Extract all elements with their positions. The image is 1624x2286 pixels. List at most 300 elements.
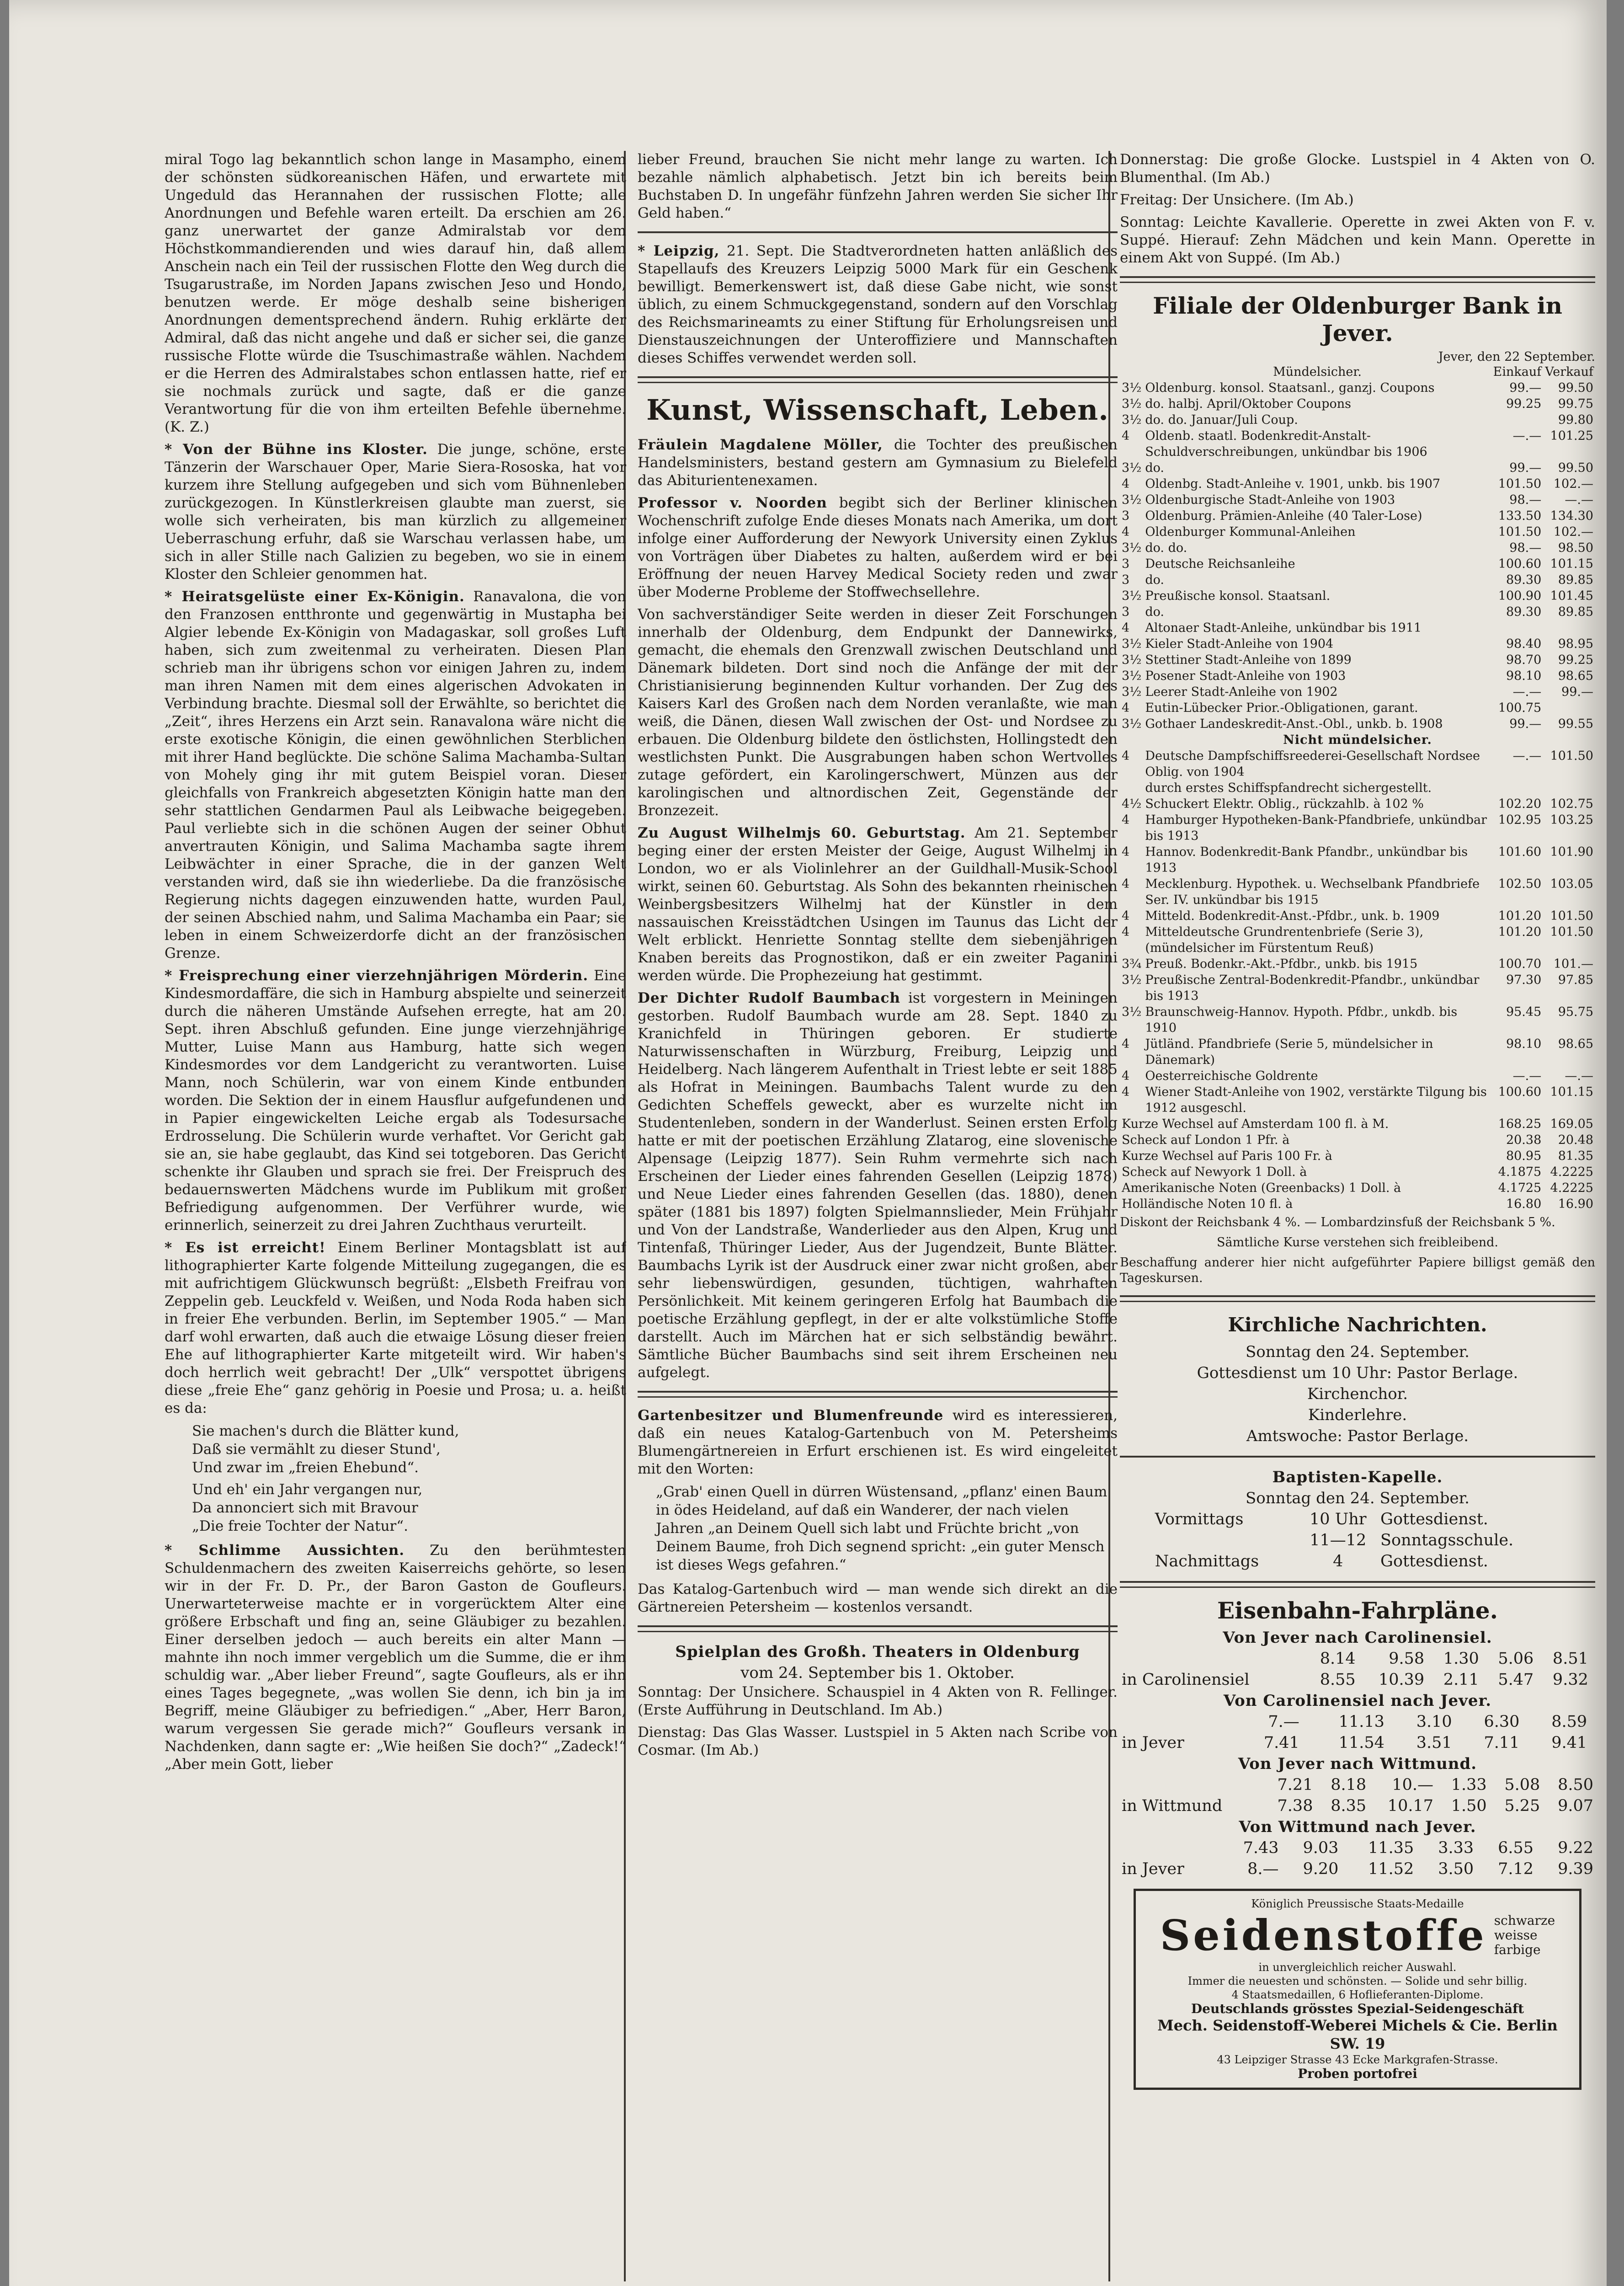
article-body: Einem Berliner Montagsblatt ist auf lithographierter Karte folgende Mitteilung zugegangen, die es mit aufrichtigem Glückwunsch begrüßt: „Elsbeth Freifrau von Zeppelin geb. Leuckfeld v. Weißen, und Noda Roda haben sich in freier Ehe verbunden. Berlin, im September 1905.“ — Man darf wohl erwarten, daß auch die etwaige Lösung dieser freien Ehe auf lithographierter Karte mitgeteilt wird. Wir haben's doch herrlich weit gebracht! Der „Ulk“ verspottet übrigens diese „freie Ehe“ ganz gehörig in Poesie und Prosa; u. a. heißt es da: — [165, 1239, 626, 1416]
article-body: Ranavalona, die von den Franzosen entthronte und gegenwärtig in Mustapha bei Algier lebende Ex-Königin von Madagaskar, soll großes Luft haben, sich zum zweitenmal zu verheiraten. Diesen Plan schrieb man ihr übrigens schon vor einigen Jahren zu, indem man ihren Namen mit dem eines algerischen Advokaten in Verbindung brachte. Diesmal soll der Erwählte, so berichtet die „Zeit“, ihres Herzens ein Arzt sein. Ranavalona wäre nicht die erste exotische Königin, die einen gewöhnlichen Sterblichen mit ihrer Hand beglückte. Die schöne Salima Machamba-Sultan von Mohely ging ihr mit gutem Beispiel voran. Dieser gleichfalls von Frankreich abgesetzten Königin hatte man den sehr stattlichen Gendarmen Paul als Leibwache beigegeben. Paul verliebte sich in die schönen Augen der seiner Obhut anvertrauten Königin, und Salima Machamba sagte ihrem Leibwächter in einer Sprache, die in der ganzen Welt verstanden wird, daß sie ihn wiederliebe. Da die französische Regierung nichts dagegen einzuwenden hatte, wurden Paul, der seinen Abschied nahm, und Salima Machamba ein Paar; sie leben in einem Schweizerdorfe dicht an der französischen Grenze. — [165, 588, 626, 961]
time-cell: 7.12 — [1498, 1860, 1534, 1878]
rate-cell: 3½ — [1122, 637, 1142, 651]
sell-cell: 4.2225 — [1550, 1181, 1593, 1195]
rate-cell: 4 — [1122, 1037, 1130, 1051]
sell-cell: 89.85 — [1558, 605, 1593, 619]
table-row — [1120, 428, 1595, 460]
divider — [1120, 276, 1595, 283]
sell-cell: 102.— — [1553, 477, 1593, 491]
column-2 — [638, 151, 1118, 2277]
table-row — [1120, 1774, 1595, 1795]
table-row — [1120, 524, 1595, 540]
buy-cell: 99.— — [1509, 461, 1542, 475]
divider — [638, 1391, 1118, 1398]
article-body: Zu den berühmtesten Schuldenmachern des zweiten Kaiserreichs gehörte, so lesen wir in der Fr. D. Pr., der Baron Gaston de Goufleurs. Unerwarteterweise machte er in vorgerücktem Alter eine größere Erbschaft und fing an, seine Gläubiger zu bezahlen. Einer derselben jedoch — auch bereits ein alter Mann — mahnte ihn noch immer vergeblich um die Summe, die er ihm schuldig war. „Aber lieber Freund“, sagte Goufleurs, als er ihn eines Tages begegnete, „was wollen Sie denn, ich bin ja im Begriff, meine Gläubiger zu befriedigen.“ „Aber, Herr Baron, warum vergessen Sie gerade mich?“ Goufleurs versank in Nachdenken, dann sagte er: „Wie heißen Sie doch?“ „Zadeck!“ „Aber mein Gott, lieber — [165, 1542, 626, 1773]
table-row — [1120, 1084, 1595, 1116]
security-cell: Hamburger Hypotheken-Bank-Pfandbriefe, unkündbar bis 1913 — [1145, 813, 1487, 843]
schedule-entry: Donnerstag: Die große Glocke. Lustspiel in 4 Akten von O. Blumenthal. (Im Ab.) — [1120, 151, 1595, 186]
article-paragraph: miral Togo lag bekanntlich schon lange in Masampho, einem der schönsten südkoreanischen Häfen, und erwartete mit Ungeduld das Herannahen der russischen Flotte; alle Anordnungen und Befehle waren erteilt. Da erschien am 26. ganz unerwartet der ganze Admiralstab vor dem Höchstkommandierenden und wies darauf hin, daß allem Anschein nach ein Teil der russischen Flotte den Weg durch die Tsugarustraße, im Norden Japans zwischen Jeso und Hondo, benutzen werde. Er möge deshalb seine bisherigen Anordnungen dementsprechend ändern. Ruhig erklärte der Admiral, daß das nicht angehe und daß er sicher sei, die ganze russische Flotte würde die Tsuschimastraße wählen. Nachdem er die Herren des Admiralstabes schon entlassen hatte, rief er sie nochmals zurück und sagte, daß er die ganze Verantwortung für die von ihm erteilten Befehle übernehme. (K. Z.) — [165, 151, 626, 435]
rate-cell: 3½ — [1122, 1005, 1142, 1019]
sell-cell — [1543, 780, 1595, 796]
security-cell: Gothaer Landeskredit-Anst.-Obl., unkb. b. 1908 — [1145, 717, 1443, 731]
buy-cell: 98.— — [1509, 493, 1542, 507]
schedule-cell: Sonntagsschule. — [1380, 1531, 1514, 1549]
rate-cell: 3½ — [1122, 653, 1142, 667]
sell-cell: 98.95 — [1558, 637, 1593, 651]
bank-subheading: Nicht mündelsicher. — [1283, 733, 1432, 747]
table-row — [1120, 748, 1595, 780]
table-row — [1120, 1148, 1595, 1164]
poem-line: Und zwar im „freien Ehebund“. — [192, 1459, 419, 1476]
security-cell: Oldenburgische Stadt-Anleihe von 1903 — [1145, 493, 1395, 507]
time-cell: 3.50 — [1438, 1860, 1474, 1878]
article-heading: * Leipzig, — [638, 243, 720, 259]
table-row — [1120, 796, 1595, 812]
bank-note: Sämtliche Kurse verstehen sich freibleibend. — [1217, 1235, 1498, 1250]
ad-brand: Seidenstoffe — [1160, 1911, 1487, 1960]
table-row — [1120, 1795, 1595, 1816]
article — [165, 588, 626, 962]
time-cell: 3.51 — [1416, 1734, 1452, 1752]
sell-cell: 81.35 — [1558, 1149, 1593, 1163]
column-1 — [165, 151, 626, 2277]
buy-cell: 133.50 — [1498, 509, 1542, 523]
rail-route-title: Von Wittmund nach Jever. — [1239, 1818, 1476, 1836]
sell-cell: 101.50 — [1550, 909, 1593, 923]
article-paragraph: Von sachverständiger Seite werden in dieser Zeit Forschungen innerhalb der Oldenburg, dem Endpunkt der Dannewirks, gemacht, die ehemals den Grenzwall zwischen Deutschland und Dänemark bildeten. Dort sind noch die Anfänge der mit der Christianisierung beginnenden Kultur vorhanden. Der Zug des Kaisers Karl des Großen nach dem Norden veranlaßte, wie man weiß, die Dänen, diesen Wall zwischen der Ost- und Nordsee zu erbauen. Die Oldenburg bildete den östlichsten, Hollingstedt den westlichsten Punkt. Die Ausgrabungen haben schon Wertvolles zutage gefördert, ein Karolingerschwert, Münzen aus der karolingischen und altnordischen Zeit, Gegenstände der Bronzezeit. — [638, 606, 1118, 819]
table-row — [1120, 460, 1595, 476]
schedule-entry: Sonntag: Der Unsichere. Schauspiel in 4 Akten von R. Fellinger. (Erste Aufführung in Deutschland. Im Ab.) — [638, 1684, 1118, 1718]
security-cell: Leerer Stadt-Anleihe von 1902 — [1145, 685, 1338, 699]
sell-cell: 99.55 — [1558, 717, 1593, 731]
schedule-entry: Sonntag: Leichte Kavallerie. Operette in zwei Akten von F. v. Suppé. Hierauf: Zehn Mädchen und kein Mann. Operette in einem Akt von Suppé. (Im Ab.) — [1120, 214, 1595, 266]
station-cell: in Wittmund — [1122, 1797, 1223, 1815]
sell-cell: 20.48 — [1558, 1133, 1593, 1147]
article-heading: Der Dichter Rudolf Baumbach — [638, 990, 900, 1006]
sell-cell: 98.65 — [1558, 1037, 1593, 1051]
time-cell: 5.25 — [1504, 1797, 1540, 1815]
article — [165, 967, 626, 1234]
schedule-cell — [1153, 1530, 1298, 1551]
rate-cell: 3 — [1122, 605, 1130, 619]
time-cell: 10.17 — [1387, 1797, 1433, 1815]
sell-cell: 99.— — [1561, 685, 1593, 699]
fx-label-cell: Scheck auf Newyork 1 Doll. à — [1122, 1165, 1307, 1179]
article-body: Die junge, schöne, erste Tänzerin der Warschauer Oper, Marie Siera-Rososka, hat vor kurzem ihre Stellung aufgegeben und sich vom Bühnenleben zurückgezogen. In Künstlerkreisen glaubte man zuerst, sie wolle sich verheiraten, bis man kürzlich zu allgemeiner Ueberraschung erfuhr, daß sie Warschau verlassen habe, um sich in aller Stille nach Galizien zu begeben, wo sie in einem Kloster den Schleier genommen hat. — [165, 441, 626, 582]
rate-cell: 4 — [1122, 701, 1130, 715]
buy-cell: 20.38 — [1506, 1133, 1542, 1147]
rate-cell — [1120, 780, 1143, 796]
rail-title: Eisenbahn-Fahrpläne. — [1217, 1597, 1498, 1624]
rate-cell: 4 — [1122, 877, 1130, 891]
time-cell: 3.10 — [1416, 1713, 1452, 1731]
rate-cell: 3½ — [1122, 413, 1142, 427]
table-row — [1120, 1648, 1595, 1669]
rate-cell: 4 — [1122, 813, 1130, 827]
church-line: Amtswoche: Pastor Berlage. — [1246, 1427, 1469, 1445]
rate-cell: 3½ — [1122, 493, 1142, 507]
table-row — [1120, 700, 1595, 716]
poem-line: Sie machen's durch die Blätter kund, — [192, 1423, 459, 1439]
rail-schedules — [1120, 1627, 1595, 1880]
buy-cell: 4.1725 — [1498, 1181, 1542, 1195]
buy-cell — [1491, 620, 1544, 636]
ad-line: Immer die neuesten und schönsten. — Solide und sehr billig. — [1187, 1975, 1528, 1987]
divider — [1120, 1581, 1595, 1588]
rail-table — [1120, 1711, 1595, 1753]
article — [165, 1239, 626, 1417]
table-row — [1120, 540, 1595, 556]
security-cell: Posener Stadt-Anleihe von 1903 — [1145, 669, 1346, 683]
schedule-cell: 4 — [1333, 1552, 1343, 1570]
time-cell: 1.30 — [1443, 1650, 1479, 1668]
table-row — [1120, 780, 1595, 796]
divider — [638, 231, 1118, 233]
table-row — [1120, 908, 1595, 924]
table-row — [1120, 1669, 1595, 1690]
security-cell: durch erstes Schiffspfandrecht sichergestellt. — [1145, 781, 1432, 795]
rate-cell: 4½ — [1122, 797, 1142, 811]
buy-cell: 102.20 — [1498, 797, 1542, 811]
buy-cell: 99.25 — [1506, 397, 1542, 411]
poem-line: Daß sie vermählt zu dieser Stund', — [192, 1441, 441, 1458]
table-header — [1120, 364, 1595, 380]
security-cell: Braunschweig-Hannov. Hypoth. Pfdbr., unkdb. bis 1910 — [1145, 1005, 1458, 1035]
buy-cell: 98.10 — [1506, 1037, 1542, 1051]
table-row — [1120, 956, 1595, 972]
time-cell: 1.33 — [1451, 1776, 1487, 1794]
security-cell: do. do. Januar/Juli Coup. — [1145, 413, 1298, 427]
security-cell: do. do. — [1145, 541, 1187, 555]
buy-cell: 89.30 — [1506, 573, 1542, 587]
sell-cell: 101.45 — [1550, 589, 1593, 603]
rate-cell: 4 — [1122, 749, 1130, 763]
theater-title: Spielplan des Großh. Theaters in Oldenburg — [675, 1643, 1080, 1661]
fx-label-cell: Holländische Noten 10 fl. à — [1122, 1197, 1293, 1211]
table-row — [1120, 396, 1595, 412]
article-heading: * Es ist erreicht! — [165, 1239, 326, 1256]
time-cell — [1589, 1732, 1595, 1753]
rate-cell: 3½ — [1122, 461, 1142, 475]
church-line: Kinderlehre. — [1308, 1406, 1407, 1424]
fx-label-cell: Scheck auf London 1 Pfr. à — [1122, 1133, 1290, 1147]
poem-line: Und eh' ein Jahr vergangen nur, — [192, 1481, 423, 1498]
ad-address: 43 Leipziger Strasse 43 Ecke Markgrafen-Strasse. — [1217, 2053, 1498, 2066]
buy-cell: —.— — [1512, 749, 1542, 763]
table-row — [1153, 1551, 1562, 1572]
buy-cell: 101.20 — [1498, 909, 1542, 923]
table-row — [1120, 652, 1595, 668]
baptist-table — [1153, 1509, 1562, 1572]
time-cell: 9.07 — [1558, 1797, 1593, 1815]
buy-cell: 99.— — [1509, 381, 1542, 395]
time-cell: 9.41 — [1551, 1734, 1587, 1752]
rate-cell: 3½ — [1122, 381, 1142, 395]
table-row — [1120, 972, 1595, 1004]
table-row — [1120, 508, 1595, 524]
security-cell: do. — [1145, 461, 1165, 475]
ad-line: 4 Staatsmedaillen, 6 Hoflieferanten-Diplome. — [1231, 1988, 1484, 2001]
rate-cell: 4 — [1122, 429, 1130, 443]
station-cell: in Jever — [1122, 1860, 1184, 1878]
time-cell: 5.08 — [1504, 1776, 1540, 1794]
quote: „Grab' einen Quell in dürren Wüstensand, „pflanz' einen Baum in ödes Heideland, auf daß ein Wanderer, der nach vielen Jahren „an Deinem Quell sich labt und Früchte bricht „von Deinem Baume, froh Dich segnend spricht: „ein guter Mensch ist dieses Wegs gefahren.“ — [656, 1484, 1108, 1573]
time-cell: 7.— — [1268, 1713, 1299, 1731]
buy-cell — [1491, 412, 1544, 428]
schedule-cell: Gottesdienst. — [1380, 1552, 1488, 1570]
article-body: die Tochter des preußischen Handelsministers, bestand gestern am Gymnasium zu Bielefeld das Abiturientenexamen. — [638, 437, 1118, 489]
sell-cell: 99.75 — [1558, 397, 1593, 411]
rate-cell: 3½ — [1122, 685, 1142, 699]
sell-cell: 101.50 — [1550, 749, 1593, 763]
buy-cell: 168.25 — [1498, 1117, 1542, 1131]
article — [638, 1407, 1118, 1478]
time-cell: 9.20 — [1303, 1860, 1339, 1878]
sell-cell: 99.25 — [1558, 653, 1593, 667]
station-cell: in Carolinensiel — [1122, 1671, 1250, 1689]
buy-cell: 98.10 — [1506, 669, 1542, 683]
rate-cell: 3½ — [1122, 717, 1142, 731]
table-row — [1120, 620, 1595, 636]
buy-cell: 101.60 — [1498, 845, 1542, 859]
station-cell — [1120, 1837, 1221, 1859]
table-row — [1120, 572, 1595, 588]
time-cell: 11.54 — [1338, 1734, 1384, 1752]
bank-date: Jever, den 22 September. — [1438, 350, 1595, 364]
time-cell: 10.— — [1392, 1776, 1433, 1794]
station-cell — [1120, 1648, 1303, 1669]
buy-cell: 101.50 — [1498, 477, 1542, 491]
schedule-cell: Nachmittags — [1155, 1552, 1259, 1570]
table-row — [1120, 1196, 1595, 1212]
theater-dates: vom 24. September bis 1. Oktober. — [740, 1664, 1015, 1682]
ad-variant: schwarze — [1494, 1913, 1555, 1928]
security-cell: Stettiner Stadt-Anleihe von 1899 — [1145, 653, 1352, 667]
security-cell: Preuß. Bodenkr.-Akt.-Pfdbr., unkb. bis 1915 — [1145, 957, 1418, 971]
security-cell: do. halbj. April/Oktober Coupons — [1145, 397, 1352, 411]
sell-cell: 99.50 — [1558, 381, 1593, 395]
poem-line: „Die freie Tochter der Natur“. — [192, 1518, 408, 1534]
sell-cell — [1543, 700, 1595, 716]
sell-cell: 16.90 — [1558, 1197, 1593, 1211]
article — [165, 1542, 626, 1773]
article-heading: * Freisprechung einer vierzehnjährigen Mörderin. — [165, 967, 589, 984]
bank-note: Diskont der Reichsbank 4 %. — Lombardzinsfuß der Reichsbank 5 %. — [1120, 1215, 1555, 1229]
column-header: Mündelsicher. — [1273, 365, 1362, 379]
article-body: wird es interessieren, daß ein neues Katalog-Gartenbuch von M. Petersheims Blumengärtnereien in Erfurt erschienen ist. Es wird eingeleitet mit den Worten: — [638, 1407, 1118, 1477]
sell-cell: 102.— — [1553, 525, 1593, 539]
security-cell: do. — [1145, 605, 1165, 619]
time-cell: 9.39 — [1558, 1860, 1593, 1878]
table-row — [1120, 412, 1595, 428]
security-cell: Jütländ. Pfandbriefe (Serie 5, mündelsicher in Dänemark) — [1145, 1037, 1433, 1067]
security-cell: Wiener Stadt-Anleihe von 1902, verstärkte Tilgung bis 1912 ausgeschl. — [1145, 1085, 1487, 1115]
rate-cell: 4 — [1122, 909, 1130, 923]
buy-cell: 95.45 — [1506, 1005, 1542, 1019]
rail-route-title: Von Carolinensiel nach Jever. — [1223, 1692, 1492, 1710]
baptist-date: Sonntag den 24. September. — [1246, 1489, 1470, 1507]
time-cell — [1589, 1711, 1595, 1732]
ad-company: Mech. Seidenstoff-Weberei Michels & Cie. Berlin SW. 19 — [1157, 2017, 1558, 2052]
table-row — [1120, 1036, 1595, 1068]
article — [638, 494, 1118, 601]
buy-cell: 99.— — [1509, 717, 1542, 731]
sell-cell: 97.85 — [1558, 973, 1593, 987]
bank-rows — [1120, 380, 1595, 732]
rail-table — [1120, 1837, 1595, 1880]
church-line: Kirchenchor. — [1307, 1385, 1408, 1403]
article-heading: * Schlimme Aussichten. — [165, 1542, 405, 1559]
ad-variant: farbige — [1494, 1942, 1541, 1957]
fx-rows — [1120, 1116, 1595, 1212]
table-row — [1120, 1837, 1595, 1859]
table-row — [1120, 380, 1595, 396]
sell-cell: 134.30 — [1550, 509, 1593, 523]
time-cell: 7.11 — [1484, 1734, 1520, 1752]
rate-cell: 3½ — [1122, 973, 1142, 987]
article — [165, 441, 626, 583]
sell-cell: 95.75 — [1558, 1005, 1593, 1019]
buy-cell: 100.90 — [1498, 589, 1542, 603]
article — [638, 436, 1118, 490]
table-row — [1120, 668, 1595, 684]
column-header: Verkauf — [1545, 365, 1593, 379]
security-cell: Oesterreichische Goldrente — [1145, 1069, 1318, 1083]
table-row — [1153, 1530, 1562, 1551]
fx-label-cell: Kurze Wechsel auf Paris 100 Fr. à — [1122, 1149, 1332, 1163]
station-cell — [1120, 1711, 1234, 1732]
security-cell: Mecklenburg. Hypothek. u. Wechselbank Pfandbriefe Ser. IV. unkündbar bis 1915 — [1145, 877, 1480, 907]
security-cell: Oldenb. staatl. Bodenkredit-Anstalt-Schuldverschreibungen, unkündbar bis 1906 — [1145, 429, 1427, 459]
time-cell: 8.59 — [1551, 1713, 1587, 1731]
time-cell: 8.18 — [1331, 1776, 1367, 1794]
buy-cell: 102.95 — [1498, 813, 1542, 827]
buy-cell — [1491, 780, 1544, 796]
section-title: Kunst, Wissenschaft, Leben. — [646, 393, 1109, 427]
time-cell — [1590, 1669, 1595, 1690]
sell-cell: 101.15 — [1550, 557, 1593, 571]
buy-cell: 101.50 — [1498, 525, 1542, 539]
time-cell: 8.50 — [1558, 1776, 1593, 1794]
article-body: Am 21. September beging einer der ersten Meister der Geige, August Wilhelmj in London, wo er als Violinlehrer an der Guildhall-Musik-School wirkt, seinen 60. Geburtstag. Als Sohn des bekannten rheinischen Weinbergsbesitzers Wilhelmj hat der Künstler in dem nassauischen Kreisstädtchen Usingen im Taunus das Licht der Welt erblickt. Henriette Sonntag stellte dem siebenjährigen Knaben bereits das Prognostikon, daß er ein zweiter Paganini werden würde. Die Prophezeiung hat gestimmt. — [638, 825, 1118, 984]
security-cell: Preußische Zentral-Bodenkredit-Pfandbr., unkündbar bis 1913 — [1145, 973, 1480, 1003]
article — [638, 242, 1118, 367]
time-cell: 9.32 — [1552, 1671, 1588, 1689]
time-cell: 8.55 — [1320, 1671, 1356, 1689]
sell-cell: 98.50 — [1558, 541, 1593, 555]
divider — [638, 376, 1118, 383]
rate-cell: 3 — [1122, 557, 1130, 571]
table-row — [1120, 1068, 1595, 1084]
security-cell: Hannov. Bodenkredit-Bank Pfandbr., unkündbar bis 1913 — [1145, 845, 1468, 875]
schedule-cell: 10 Uhr — [1310, 1510, 1367, 1528]
buy-cell: 89.30 — [1506, 605, 1542, 619]
time-cell: 7.43 — [1243, 1839, 1279, 1857]
buy-cell: —.— — [1512, 1069, 1542, 1083]
time-cell: 2.11 — [1443, 1671, 1479, 1689]
table-row — [1153, 1509, 1562, 1530]
rate-cell: 3½ — [1122, 541, 1142, 555]
article-heading: * Von der Bühne ins Kloster. — [165, 441, 428, 458]
sell-cell: 102.75 — [1550, 797, 1593, 811]
fx-label-cell: Amerikanische Noten (Greenbacks) 1 Doll. à — [1122, 1181, 1401, 1195]
rail-table — [1120, 1648, 1595, 1690]
bank-table — [1120, 364, 1595, 1212]
table-row — [1120, 1180, 1595, 1196]
sell-cell: 101.50 — [1550, 925, 1593, 939]
article-body: begibt sich der Berliner klinischen Wochenschrift zufolge Ende dieses Monats nach Amerika, um dort infolge einer Aufforderung der Newyork University einen Zyklus von Vorträgen über Diabetes zu halten, außerdem wird er bei Eröffnung der neuen Harvey Medical Society reden und zwar über Moderne Probleme der Stoffwechsellehre. — [638, 495, 1118, 600]
sell-cell: 4.2225 — [1550, 1165, 1593, 1179]
security-cell: Kieler Stadt-Anleihe von 1904 — [1145, 637, 1334, 651]
rate-cell: 4 — [1122, 621, 1130, 635]
time-cell: 8.35 — [1331, 1797, 1367, 1815]
church-line: Gottesdienst um 10 Uhr: Pastor Berlage. — [1197, 1364, 1518, 1382]
schedule-entry: Dienstag: Das Glas Wasser. Lustspiel in 5 Akten nach Scribe von Cosmar. (Im Ab.) — [638, 1724, 1118, 1758]
security-cell: Oldenburg. konsol. Staatsanl., ganzj. Coupons — [1145, 381, 1435, 395]
buy-cell: 16.80 — [1506, 1197, 1542, 1211]
article-body: ist vorgestern in Meiningen gestorben. Rudolf Baumbach wurde am 28. Sept. 1840 zu Kranichfeld in Thüringen geboren. Er studierte Naturwissenschaften in Würzburg, Freiburg, Leipzig und Heidelberg. Nach längerem Aufenthalt in Triest lebte er seit 1885 als Hofrat in Meiningen. Baumbachs Talent wurde zu den Gedichten Scheffels geweckt, aber es wurzelte nicht im Studentenleben, sondern in der Wanderlust. Seinen ersten Erfolg hatte er mit der poetischen Erzählung Zlatarog, eine slovenische Alpensage (Leipzig 1877). Sein Ruhm vermehrte sich nach Erscheinen der Lieder eines fahrenden Gesellen (Leipzig 1878) und Neue Lieder eines fahrenden Gesellen (das. 1880), denen später (1881 bis 1897) folgten Spielmannslieder, Mein Frühjahr und Von der Landstraße, Wanderlieder aus den Alpen, Krug und Tintenfaß, Thüringer Lieder, Aus der Jugendzeit, Bunte Blätter. Baumbachs Lyrik ist der Ausdruck einer zwar nicht großen, aber sehr liebenswürdigen, gesunden, tüchtigen, wahrhaften Persönlichkeit. Mit keinem geringeren Erfolg hat Baumbach die poetische Erzählung gepflegt, in der er alte volkstümliche Stoffe darstellt. Auch im Märchen hat er sich selbständig bewährt. Sämtliche Bücher Baumbachs sind seit ihrem Erscheinen neu aufgelegt. — [638, 990, 1118, 1381]
time-cell: 8.— — [1247, 1860, 1279, 1878]
rate-cell: 3½ — [1122, 669, 1142, 683]
sell-cell: 99.50 — [1558, 461, 1593, 475]
article-heading: Gartenbesitzer und Blumenfreunde — [638, 1407, 944, 1424]
rate-cell: 4 — [1122, 925, 1130, 939]
sell-cell: —.— — [1565, 1069, 1593, 1083]
table-row — [1120, 476, 1595, 492]
schedule-cell: Gottesdienst. — [1380, 1510, 1488, 1528]
table-row — [1120, 812, 1595, 844]
table-row — [1120, 1711, 1595, 1732]
buy-cell: 80.95 — [1506, 1149, 1542, 1163]
time-cell: 10.39 — [1378, 1671, 1425, 1689]
schedule-entry: Freitag: Der Unsichere. (Im Ab.) — [1120, 192, 1354, 208]
table-row — [1120, 924, 1595, 956]
ad-samples: Proben portofrei — [1298, 2066, 1417, 2081]
article-body: Eine Kindesmordaffäre, die sich in Hamburg abspielte und seinerzeit durch die näheren Umstände Aufsehen erregte, hat am 20. Sept. ihren Abschluß gefunden. Eine junge vierzehnjährige Mutter, Luise Mann aus Hamburg, hatte sich wegen Kindesmordes vor dem Landgericht zu verantworten. Luise Mann, noch Schülerin, war von einem Kinde entbunden worden. Die Sektion der in einem Hausflur aufgefundenen und in Papier eingewickelten Leiche ergab als Todesursache Erdrosselung. Die Schülerin wurde verhaftet. Vor Gericht gab sie an, sie habe geglaubt, das Kind sei totgeboren. Das Gericht schenkte ihr Glauben und sprach sie frei. Der Freispruch des bedauernswerten Mädchens wurde im Publikum mit großer Befriedigung aufgenommen. Der Verführer wurde, wie erinnerlich, seinerzeit zu drei Jahren Zuchthaus verurteilt. — [165, 967, 626, 1234]
ad-line: in unvergleichlich reicher Auswahl. — [1258, 1961, 1457, 1974]
silk-advertisement — [1134, 1889, 1581, 2090]
bank-rows — [1120, 748, 1595, 1116]
sell-cell: 103.25 — [1550, 813, 1593, 827]
time-cell: 6.55 — [1498, 1839, 1534, 1857]
divider — [638, 1625, 1118, 1632]
divider — [1120, 1295, 1595, 1302]
security-cell: Oldenburger Kommunal-Anleihen — [1145, 525, 1356, 539]
buy-cell: 97.30 — [1506, 973, 1542, 987]
buy-cell: 102.50 — [1498, 877, 1542, 891]
divider — [1120, 1456, 1595, 1458]
security-cell: Oldenbg. Stadt-Anleihe v. 1901, unkb. bis 1907 — [1145, 477, 1441, 491]
sell-cell: 98.65 — [1558, 669, 1593, 683]
security-cell: Preußische konsol. Staatsanl. — [1145, 589, 1331, 603]
column-header: Einkauf — [1493, 365, 1542, 379]
security-cell: Mitteld. Bodenkredit-Anst.-Pfdbr., unk. b. 1909 — [1145, 909, 1440, 923]
time-cell: 7.21 — [1277, 1776, 1313, 1794]
sell-cell: —.— — [1565, 493, 1593, 507]
ad-variant: weisse — [1494, 1928, 1538, 1943]
table-row — [1120, 1164, 1595, 1180]
time-cell — [1590, 1648, 1595, 1669]
buy-cell: —.— — [1512, 429, 1542, 443]
rate-cell: 4 — [1122, 477, 1130, 491]
rate-cell: 4 — [1122, 1069, 1130, 1083]
buy-cell: 101.20 — [1498, 925, 1542, 939]
time-cell: 6.30 — [1484, 1713, 1520, 1731]
article-body: 21. Sept. Die Stadtverordneten hatten anläßlich des Stapellaufs des Kreuzers Leipzig 5000 Mark für ein Geschenk bewilligt. Bemerkenswert ist, daß diese Gabe nicht, wie sonst üblich, zu einem Schmuckgegenstand, sondern auf den Vorschlag des Reichsmarineamts zu einer Stiftung für Erholungsreisen und Dienstauszeichnungen der Unteroffiziere und Mannschaften dieses Schiffes verwendet werden soll. — [638, 243, 1118, 366]
sell-cell — [1543, 620, 1595, 636]
buy-cell: 100.70 — [1498, 957, 1542, 971]
rate-cell: 3¾ — [1122, 957, 1142, 971]
